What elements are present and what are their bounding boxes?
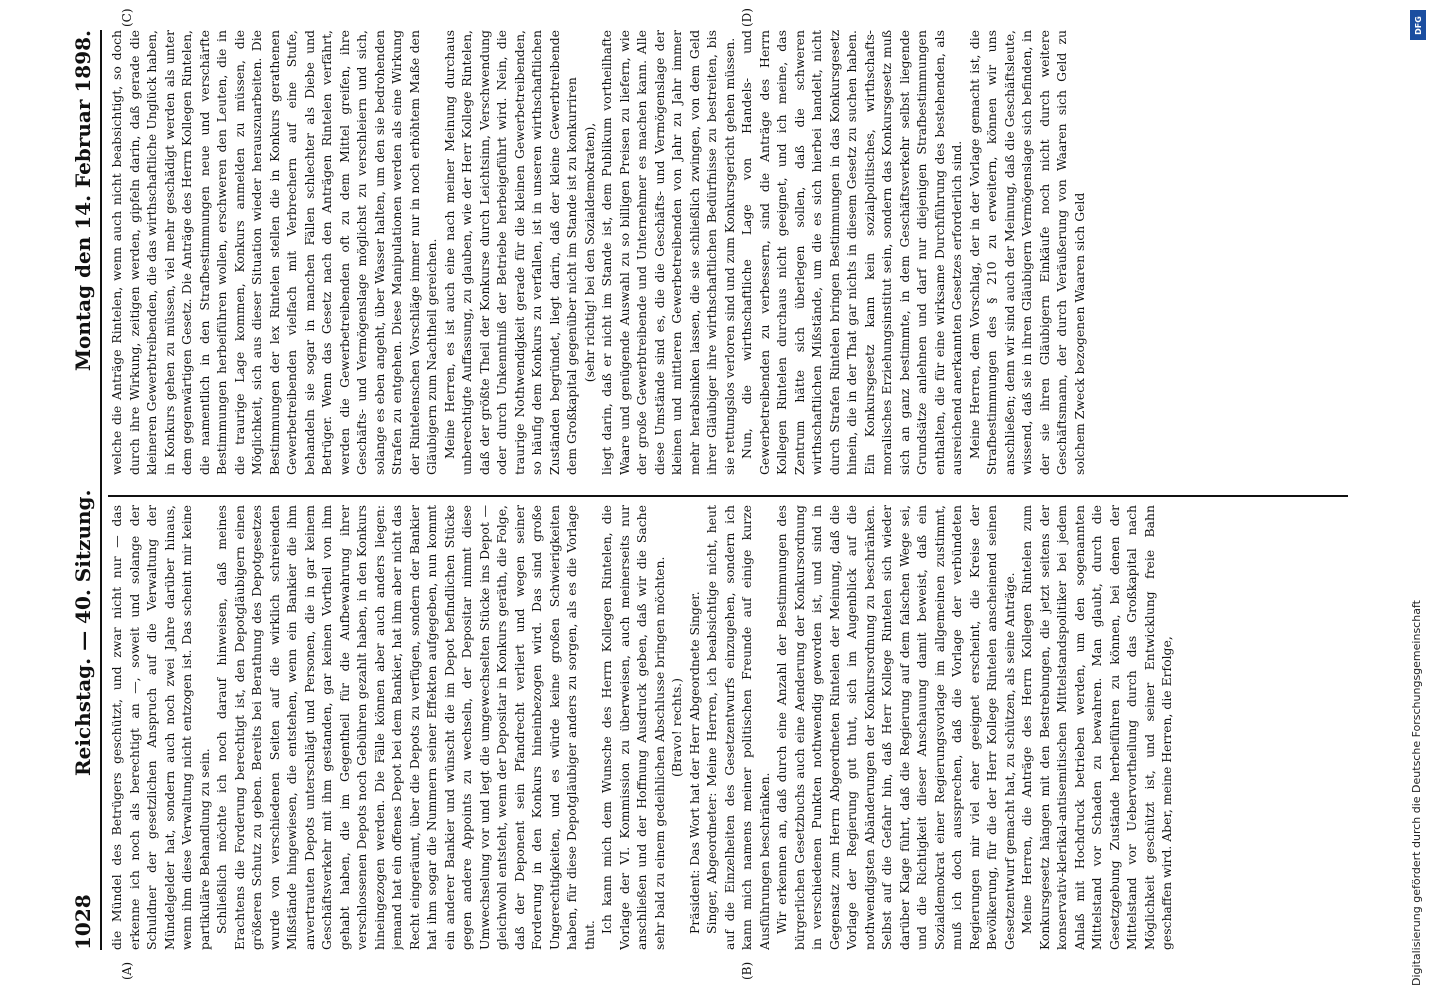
header-rule — [100, 30, 102, 950]
column-divider — [108, 495, 1348, 497]
paragraph: Nun, die wirthschaftliche Lage von Handels- und Gewerbetreibenden zu verbessern, sind die Anträge des Herrn Kollegen Rintelen durchaus nicht geeignet, und ich meine, das Zentrum hätte sich überlegen sollen, daß die schweren wirthschaftlichen Mißstände, um die es sich hierbei handelt, nicht durch Strafen Rintelen bringen Bestimmungen in das Konkursgesetz hinein, die in der That gar nichts in diesem Gesetz zu suchen haben. Ein Konkursgesetz kann kein sozialpolitisches, wirthschafts-moralisches Erziehungsinstitut sein, sondern das Konkursgesetz muß sich an ganz bestimmte, in dem Geschäftsverkehr selbst liegende Grundsätze anlehnen und darf nur diejenigen Strafbestimmungen enthalten, die für eine wirksame Durchführung des bestehenden, als ausreichend anerkannten Gesetzes erforderlich sind. — [739, 30, 964, 475]
margin-marker-a: (A) — [120, 961, 134, 980]
paragraph: Ich kann mich dem Wunsche des Herrn Kollegen Rintelen, die Vorlage der VI. Kommission zu überweisen, auch meinerseits nur anschließen und der Hoffnung Ausdruck geben, daß wir die Sache sehr bald zu einem gedeihlichen Abschlusse bringen möchten. — [599, 505, 667, 950]
paragraph: Schließlich möchte ich noch darauf hinweisen, daß meines Erachtens die Forderung berechtigt ist, den Depotgläubigern einen größeren Schutz zu geben. Bereits bei Berathung des Depotgesetzes wurde von verschiedenen Seiten auf die wirklich schreienden Mißstände hingewiesen, die entstehen, wenn ein Bankier die ihm anvertrauten Depots unterschlägt und Personen, die in gar keinem Geschäftsverkehr mit ihm gestanden, gar keinen Vortheil von ihm gehabt haben, die im Gegentheil für die Aufbewahrung ihrer verschlossenen Depots noch Gebühren gezahlt haben, in den Konkurs hineingezogen werden. Die Fälle können aber auch anders liegen: jemand hat ein offenes Depot bei dem Bankier, hat ihm aber nicht das Recht eingeräumt, über die Depots zu verfügen, sondern der Bankier hat ihm sogar die Nummern seiner Effekten aufgegeben, nun kommt ein anderer Bankier und wünscht die im Depot befindlichen Stücke gegen andere Appoints zu wechseln, der Depositar nimmt diese Umwechselung vor und legt die umgewechselten Stücke ins Depot — gleichwohl entsteht, wenn der Depositar in Konkurs geräth, die Folge, daß der Deponent sein Pfandrecht verliert und wegen seiner Forderung in den Konkurs hineinbezogen wird. Das sind große Ungerechtigkeiten, und es würde keine großen Schwierigkeiten haben, für diese Depotgläubiger anders zu sorgen, als es die Vorlage thut. — [214, 505, 597, 950]
margin-marker-c: (C) — [120, 8, 134, 27]
page-number: 1028 — [71, 894, 95, 950]
digitization-note — [1406, 6, 1432, 994]
right-column — [108, 30, 1348, 475]
paragraph: welche die Anträge Rintelen, wenn auch nicht beabsichtigt, so doch durch ihre Wirkung, zeitigen werden, gipfeln darin, daß gerade die kleineren Gewerbtreibenden, die das wirthschaftliche Unglück haben, in Konkurs gehen zu müssen, viel mehr geschädigt werden als unter dem gegenwärtigen Gesetz. Die Anträge des Herrn Kollegen Rintelen, die namentlich in den Strafbestimmungen neue und verschärfte Bestimmungen herbeiführen wollen, erschweren den Leuten, die in die traurige Lage kommen, Konkurs anmelden zu müssen, die Möglichkeit, sich aus dieser Situation wieder herauszuarbeiten. Die Bestimmungen der lex Rintelen stellen die in Konkurs gerathenen Gewerbetreibenden vielfach mit Verbrechern auf eine Stufe, behandeln sie sogar in manchen Fällen schlechter als Diebe und Betrüger. Wenn das Gesetz nach den Anträgen Rintelen verfährt, werden die Gewerbetreibenden oft zu dem Mittel greifen, ihre Geschäfts- und Vermögenslage möglichst zu verschleiern und sich, solange es eben angeht, über Wasser halten, um den sie bedrohenden Strafen zu entgehen. Diese Manipulationen werden als eine Wirkung der Rintelenschen Vorschläge immer nur in noch erhöhtem Maße den Gläubigern zum Nachtheil gereichen. — [109, 30, 439, 475]
session-date: Montag den 14. Februar 1898. — [71, 30, 95, 372]
left-column — [108, 505, 1348, 950]
paragraph: Meine Herren, es ist auch eine nach meiner Meinung durchaus unberechtigte Auffassung, zu glauben, wie der Herr Kollege Rintelen, daß der größte Theil der Konkurse durch Leichtsinn, Verschwendung oder durch Unkenntniß der Betriebe herbeigeführt wird. Nein, die traurige Nothwendigkeit gerade für die kleinen Gewerbetreibenden, so häufig dem Konkurs zu verfallen, ist in unseren wirthschaftlichen Zuständen begründet, liegt darin, daß der kleine Gewerbtreibende dem Großkapital gegenüber nicht im Stande ist zu konkurriren — [441, 30, 579, 475]
paragraph: liegt darin, daß er nicht im Stande ist, dem Publikum vortheilhafte Waare und genügende Auswahl zu so billigen Preisen zu liefern, wie der große Gewerbtreibende und Unternehmer es machen kann. Alle diese Umstände sind es, die die Geschäfts- und Vermögenslage der kleinen und mittleren Gewerbetreibenden von Jahr zu Jahr immer mehr herabsinken lassen, die sie schließlich zwingen, von dem Geld ihrer Gläubiger ihre wirthschaftlichen Bedürfnisse zu bestreiten, bis sie rettungslos verloren sind und zum Konkursgericht gehen müssen. — [599, 30, 737, 475]
speaker-paragraph: Singer, Abgeordneter: Meine Herren, ich beabsichtige nicht, heut auf die Einzelheiten des Gesetzentwurfs einzugehen, sondern ich kann mich namens meiner politischen Freunde auf einige kurze Ausführungen beschränken. — [704, 505, 772, 950]
funding-note: Digitalisierung gefördert durch die Deutsche Forschungsgemeinschaft — [1410, 600, 1423, 986]
page-header — [55, 30, 95, 950]
session-title: Reichstag. — 40. Sitzung. — [71, 489, 95, 776]
interjection: (sehr richtig! bei den Sozialdemokraten), — [581, 122, 597, 383]
paragraph: Wir erkennen an, daß durch eine Anzahl der Bestimmungen des bürgerlichen Gesetzbuchs auch eine Aenderung der Konkursordnung in verschiedenen Punkten nothwendig geworden ist, und sind in Gegensatz zum Herrn Abgeordneten Rintelen der Meinung, daß die Vorlage der Regierung gut thut, sich im Augenblick auf die nothwendigsten Abänderungen der Konkursordnung zu beschränken. Selbst auf die Gefahr hin, daß Herr Kollege Rintelen sich wieder darüber Klage führt, daß die Regierung auf dem falschen Wege sei, und die Richtigkeit dieser Anschauung damit beweist, daß ein Sozialdemokrat einer Regierungsvorlage im allgemeinen zustimmt, muß ich doch aussprechen, daß die Vorlage der verbündeten Regierungen mir viel eher geeignet erscheint, die Kreise der Bevölkerung, für die der Herr Kollege Rintelen anscheinend seinen Gesetzentwurf gemacht hat, zu schützen, als seine Anträge. — [774, 505, 1017, 950]
margin-marker-d: (D) — [740, 8, 754, 27]
paragraph: Meine Herren, dem Vorschlag, der in der Vorlage gemacht ist, die Strafbestimmungen des § 210 zu erweitern, können wir uns anschließen; denn wir sind auch der Meinung, daß die Geschäftsleute, wissend, daß sie in ihren Gläubigern Vermögenslage sich befinden, in der sie ihren Gläubigern Einkäufe noch nicht durch weitere Geschäftsmann, der durch Veräußerung von Waaren sich Geld zu solchem Zweck bezogenen Waaren sich Geld — [966, 30, 1087, 475]
interjection: (Bravo! rechts.) — [669, 678, 684, 777]
margin-marker-b: (B) — [740, 961, 754, 980]
paragraph: die Mündel des Betrügers geschützt, und zwar nicht nur — das erkenne ich noch als berechtigt an —, soweit und solange der Schuldner der gesetzlichen Anspruch auf die Verwaltung der Mündelgelder hat, sondern auch noch zwei Jahre darüber hinaus, wenn ihm diese Verwaltung nicht entzogen ist. Das scheint mir keine partikuläre Behandlung zu sein. — [109, 505, 212, 950]
dfg-logo: DFG — [1410, 10, 1426, 40]
paragraph: Meine Herren, die Anträge des Herrn Kollegen Rintelen zum Konkursgesetz hängen mit den Bestrebungen, die jetzt seitens der konservativ-klerikal-antisemitischen Mittelstandspolitiker bei jedem Anlaß mit Hochdruck betrieben werden, um den sogenannten Mittelstand vor Schaden zu bewahren. Man glaubt, durch die Gesetzgebung Zustände herbeiführen zu können, bei denen der Mittelstand vor Uebervortheilung durch das Großkapital nach Möglichkeit geschützt ist, und seiner Entwicklung freie Bahn geschaffen wird. Aber, meine Herren, die Erfolge, — [1019, 505, 1174, 950]
speaker-paragraph: Präsident: Das Wort hat der Herr Abgeordnete Singer. — [686, 591, 702, 934]
